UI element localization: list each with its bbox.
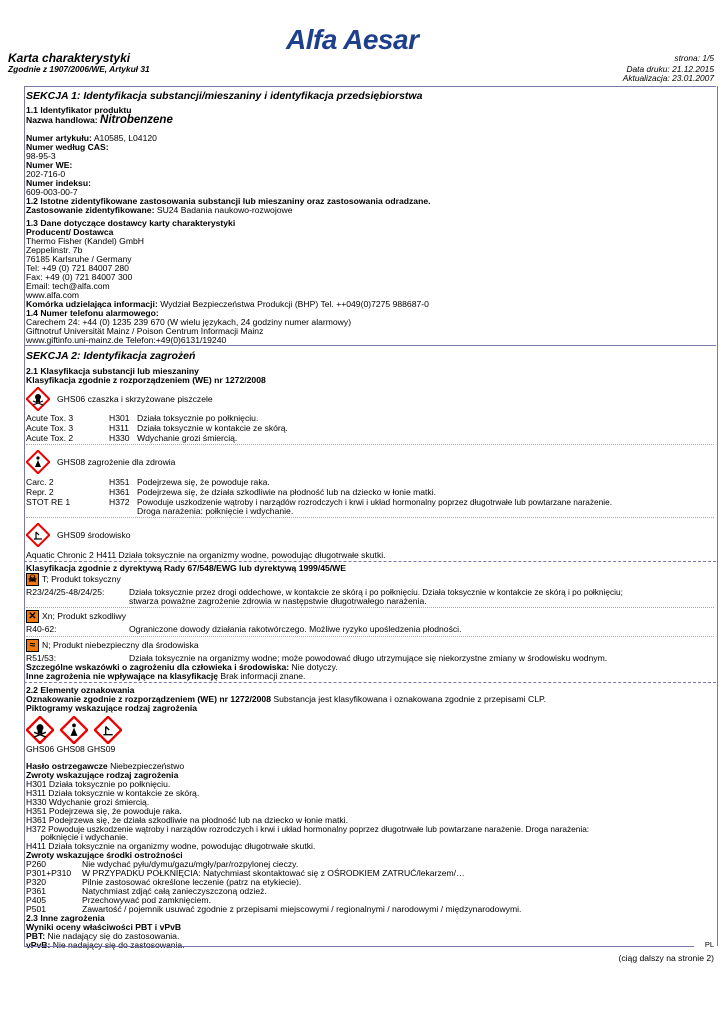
hazard-text: Podejrzewa się, że działa szkodliwie na płodność lub na dziecko w łonie matki.: [137, 487, 437, 497]
heading-1-3: 1.3 Dane dotyczące dostawcy karty charakterystyki: [26, 218, 236, 228]
skull-crossbones-icon: [26, 387, 50, 411]
hazard-code: H361: [109, 487, 130, 497]
r-text: Działa toksycznie na organizmy wodne; może powodować długo utrzymujące się niekorzystne zmiany w środowisku wodnym.: [129, 653, 608, 663]
address-line: Tel: +49 (0) 721 84007 280: [26, 263, 129, 273]
prec-code: P301+P310: [26, 868, 72, 878]
ghs09-label: GHS09 środowisko: [57, 530, 131, 540]
hazard-statements-label: Zwroty wskazujące rodzaj zagrożenia: [26, 770, 179, 780]
hazard-text: Działa toksycznie w kontakcie ze skórą.: [137, 423, 288, 433]
article-value: A10585, L04120: [93, 133, 157, 143]
special-label: Szczególne wskazówki o zagrożeniu dla człowieka i środowiska:: [26, 662, 290, 672]
language-code: PL: [704, 940, 714, 949]
hazard-code: H311: [109, 423, 129, 433]
divider: [24, 86, 716, 87]
classification-1272: Klasyfikacja zgodnie z rozporządzeniem (WE) nr 1272/2008: [26, 375, 266, 385]
hazard-class: Acute Tox. 3: [26, 423, 74, 433]
labelling-label: Oznakowanie zgodnie z rozporządzeniem (WE) nr 1272/2008: [26, 694, 271, 704]
r-text-cont: stwarza poważne zagrożenie zdrowia w następstwie długotrwałego narażenia.: [129, 596, 427, 606]
info-label: Komórka udzielająca informacji:: [26, 299, 158, 309]
divider: [24, 561, 716, 562]
section-2-title: SEKCJA 2: Identyfikacja zagrożeń: [26, 350, 196, 362]
prec-text: Pilnie zastosować określone leczenie (patrz na etykiecie).: [82, 877, 302, 887]
brand-name: Alfa Aesar: [286, 24, 419, 55]
hazard-statement: H411 Działa toksycznie na organizmy wodne, powodując długotrwałe skutki.: [26, 841, 316, 851]
cas-value: 98-95-3: [26, 151, 56, 161]
heading-2-2: 2.2 Elementy oznakowania: [26, 685, 135, 695]
pictogram-codes: GHS06 GHS08 GHS09: [26, 744, 116, 754]
we-value: 202-716-0: [26, 169, 66, 179]
prec-code: P405: [26, 895, 47, 905]
hazard-statement: H372 Powoduje uszkodzenie wątroby i narządów rozrodczych i krwi i układ hormonalny poprzez długotrwałe lub powtarzane narażenie. Droga narażenia:: [26, 824, 590, 834]
labelling-value: Substancja jest klasyfikowana i oznakowana zgodnie z przepisami CLP.: [273, 694, 546, 704]
hazard-statement: H361 Podejrzewa się, że działa szkodliwie na płodność lub na dziecko w łonie matki.: [26, 815, 348, 825]
hazard-code: H330: [109, 433, 130, 443]
hazard-code: H372: [109, 497, 130, 507]
heading-1-1: 1.1 Identyfikator produktu: [26, 105, 132, 115]
hazard-statement: H311 Działa toksycznie w kontakcie ze skórą.: [26, 788, 200, 798]
emergency-line: Carechem 24: +44 (0) 1235 239 670 (W wielu językach, 24 godziny numer alarmowy): [26, 317, 352, 327]
trade-name-label: Nazwa handlowa:: [26, 115, 98, 125]
harmful-xn-icon: ✕: [26, 610, 39, 623]
website-link[interactable]: www.alfa.com: [26, 290, 80, 300]
prec-text: Zawartość / pojemnik usuwać zgodnie z przepisami miejscowymi / regionalnymi / narodowymi / międzynarodowymi.: [82, 904, 522, 914]
footer-divider: [24, 946, 694, 947]
t-label: T; Produkt toksyczny: [42, 574, 121, 584]
page-number: strona: 1/5: [674, 53, 714, 63]
alfa-aesar-logo: [286, 24, 456, 56]
prec-text: W PRZYPADKU POŁKNIĘCIA: Natychmiast skontaktować się z OŚRODKIEM ZATRUĆ/lekarzem/…: [82, 868, 465, 878]
use-value: SU24 Badania naukowo-rozwojowe: [156, 205, 293, 215]
document-subtitle: Zgodnie z 1907/2006/WE, Artykuł 31: [8, 64, 150, 74]
hazard-class: Repr. 2: [26, 487, 54, 497]
ghs08-label: GHS08 zagrożenie dla zdrowia: [57, 457, 176, 467]
section-1-title: SEKCJA 1: Identyfikacja substancji/mieszaniny i identyfikacja przedsiębiorstwa: [26, 90, 423, 102]
signal-value: Niebezpieczeństwo: [110, 761, 185, 771]
hazard-statement: H330 Wdychanie grozi śmiercią.: [26, 797, 150, 807]
index-label: Numer indeksu:: [26, 178, 91, 188]
email-link[interactable]: Email: tech@alfa.com: [26, 281, 110, 291]
n-label: N; Produkt niebezpieczny dla środowiska: [42, 640, 199, 650]
prec-code: P361: [26, 886, 47, 896]
emergency-line: www.giftinfo.uni-mainz.de Telefon:+49(0)6131/19240: [26, 335, 227, 345]
update-date: Aktualizacja: 23.01.2007: [622, 73, 714, 83]
divider: [24, 682, 716, 683]
continued-note: (ciąg dalszy na stronie 2): [618, 953, 714, 963]
prec-code: P320: [26, 877, 47, 887]
vpvb-label: vPvB:: [26, 940, 51, 950]
use-label: Zastosowanie zidentyfikowane:: [26, 205, 155, 215]
divider: [24, 345, 716, 346]
other-row: [26, 672, 305, 681]
precautionary-label: Zwroty wskazujące środki ostrożności: [26, 850, 183, 860]
hazard-code: H301: [109, 413, 130, 423]
prec-code: P501: [26, 904, 47, 914]
producer-label: Producent/ Dostawca: [26, 227, 114, 237]
ghs06-label: GHS06 czaszka i skrzyżowane piszczele: [57, 394, 213, 404]
hazard-class: STOT RE 1: [26, 497, 71, 507]
trade-name-row: [26, 116, 173, 125]
we-label: Numer WE:: [26, 160, 73, 170]
prec-text: Natychmiast zdjąć całą zanieczyszczoną odzież.: [82, 886, 267, 896]
skull-crossbones-icon: [26, 716, 54, 744]
other-label: Inne zagrożenia nie wpływające na klasyfikację: [26, 671, 219, 681]
hazard-code: H351: [109, 477, 130, 487]
r-code: R40-62:: [26, 624, 57, 634]
info-value: Wydział Bezpieczeństwa Produkcji (BHP) Tel. ++049(0)7275 988687-0: [160, 299, 429, 309]
health-hazard-icon: [26, 450, 50, 474]
environment-hazard-icon: [94, 716, 122, 744]
trade-name-value: Nitrobenzene: [100, 114, 173, 126]
heading-2-3: 2.3 Inne zagrożenia: [26, 913, 105, 923]
address-line: Fax: +49 (0) 721 84007 300: [26, 272, 133, 282]
hazard-text-cont: Droga narażenia: połknięcie i wdychanie.: [137, 506, 294, 516]
health-hazard-icon: [60, 716, 88, 744]
address-line: Zeppelinstr. 7b: [26, 245, 83, 255]
r-code: R51/53:: [26, 653, 57, 663]
aquatic-line: Aquatic Chronic 2 H411 Działa toksycznie na organizmy wodne, powodując długotrwałe skutki.: [26, 550, 386, 560]
toxic-t-icon: ☠: [26, 573, 39, 586]
address-line: 76185 Karlsruhe / Germany: [26, 254, 132, 264]
vpvb-value: Nie nadający się do zastosowania.: [52, 940, 185, 950]
pbt-label: PBT:: [26, 931, 46, 941]
pbt-value: Nie nadający się do zastosowania.: [47, 931, 180, 941]
signal-label: Hasło ostrzegawcze: [26, 761, 108, 771]
old-classification-title: Klasyfikacja zgodnie z dyrektywą Rady 67/548/EWG lub dyrektywą 1999/45/WE: [26, 563, 347, 573]
prec-text: Przechowywać pod zamknięciem.: [82, 895, 211, 905]
article-label: Numer artykułu:: [26, 133, 92, 143]
r-code: R23/24/25-48/24/25:: [26, 587, 105, 597]
hazard-text: Wdychanie grozi śmiercią.: [137, 433, 238, 443]
pictograms-label: Piktogramy wskazujące rodzaj zagrożenia: [26, 703, 197, 713]
heading-1-4: 1.4 Numer telefonu alarmowego:: [26, 308, 159, 318]
prec-text: Nie wdychać pyłu/dymu/gazu/mgły/par/rozpylonej cieczy.: [82, 859, 299, 869]
cas-label: Numer według CAS:: [26, 142, 109, 152]
hazard-statement: H351 Podejrzewa się, że powoduje raka.: [26, 806, 182, 816]
pbt-title: Wyniki oceny właściwości PBT i vPvB: [26, 922, 182, 932]
hazard-text: Działa toksycznie po połknięciu.: [137, 413, 259, 423]
hazard-class: Acute Tox. 3: [26, 413, 74, 423]
hazard-text: Podejrzewa się, że powoduje raka.: [137, 477, 270, 487]
environment-hazard-icon: [26, 523, 50, 547]
hazard-text: Powoduje uszkodzenie wątroby i narządów rozrodczych i krwi i układ hormonalny poprzez długotrwałe lub powtarzane narażenie.: [137, 497, 613, 507]
hazard-class: Acute Tox. 2: [26, 433, 74, 443]
heading-1-2: 1.2 Istotne zidentyfikowane zastosowania substancji lub mieszaniny oraz zastosowania odradzane.: [26, 196, 431, 206]
document-title: Karta charakterystyki: [8, 51, 131, 65]
prec-code: P260: [26, 859, 47, 869]
hazard-statement: H301 Działa toksycznie po połknięciu.: [26, 779, 171, 789]
use-row: [26, 206, 293, 215]
hazard-class: Carc. 2: [26, 477, 54, 487]
special-value: Nie dotyczy.: [291, 662, 338, 672]
hazard-statement: połknięcie i wdychanie.: [26, 832, 129, 842]
xn-label: Xn; Produkt szkodliwy: [42, 611, 127, 621]
print-date: Data druku: 21.12.2015: [626, 64, 714, 74]
environment-n-icon: ≈: [26, 639, 39, 652]
index-value: 609-003-00-7: [26, 187, 78, 197]
emergency-line: Giftnotruf Universität Mainz / Poison Centrum Informacji Mainz: [26, 326, 264, 336]
r-text: Ograniczone dowody działania rakotwórczego. Możliwe ryzyko upośledzenia płodności.: [129, 624, 462, 634]
r-text: Działa toksycznie przez drogi oddechowe, w kontakcie ze skórą i po połknięciu. Działa toksycznie w kontakcie ze skórą i po połknięciu;: [129, 587, 623, 597]
address-line: Thermo Fisher (Kandel) GmbH: [26, 236, 144, 246]
heading-2-1: 2.1 Klasyfikacja substancji lub mieszaniny: [26, 366, 199, 376]
other-value: Brak informacji znane.: [220, 671, 306, 681]
